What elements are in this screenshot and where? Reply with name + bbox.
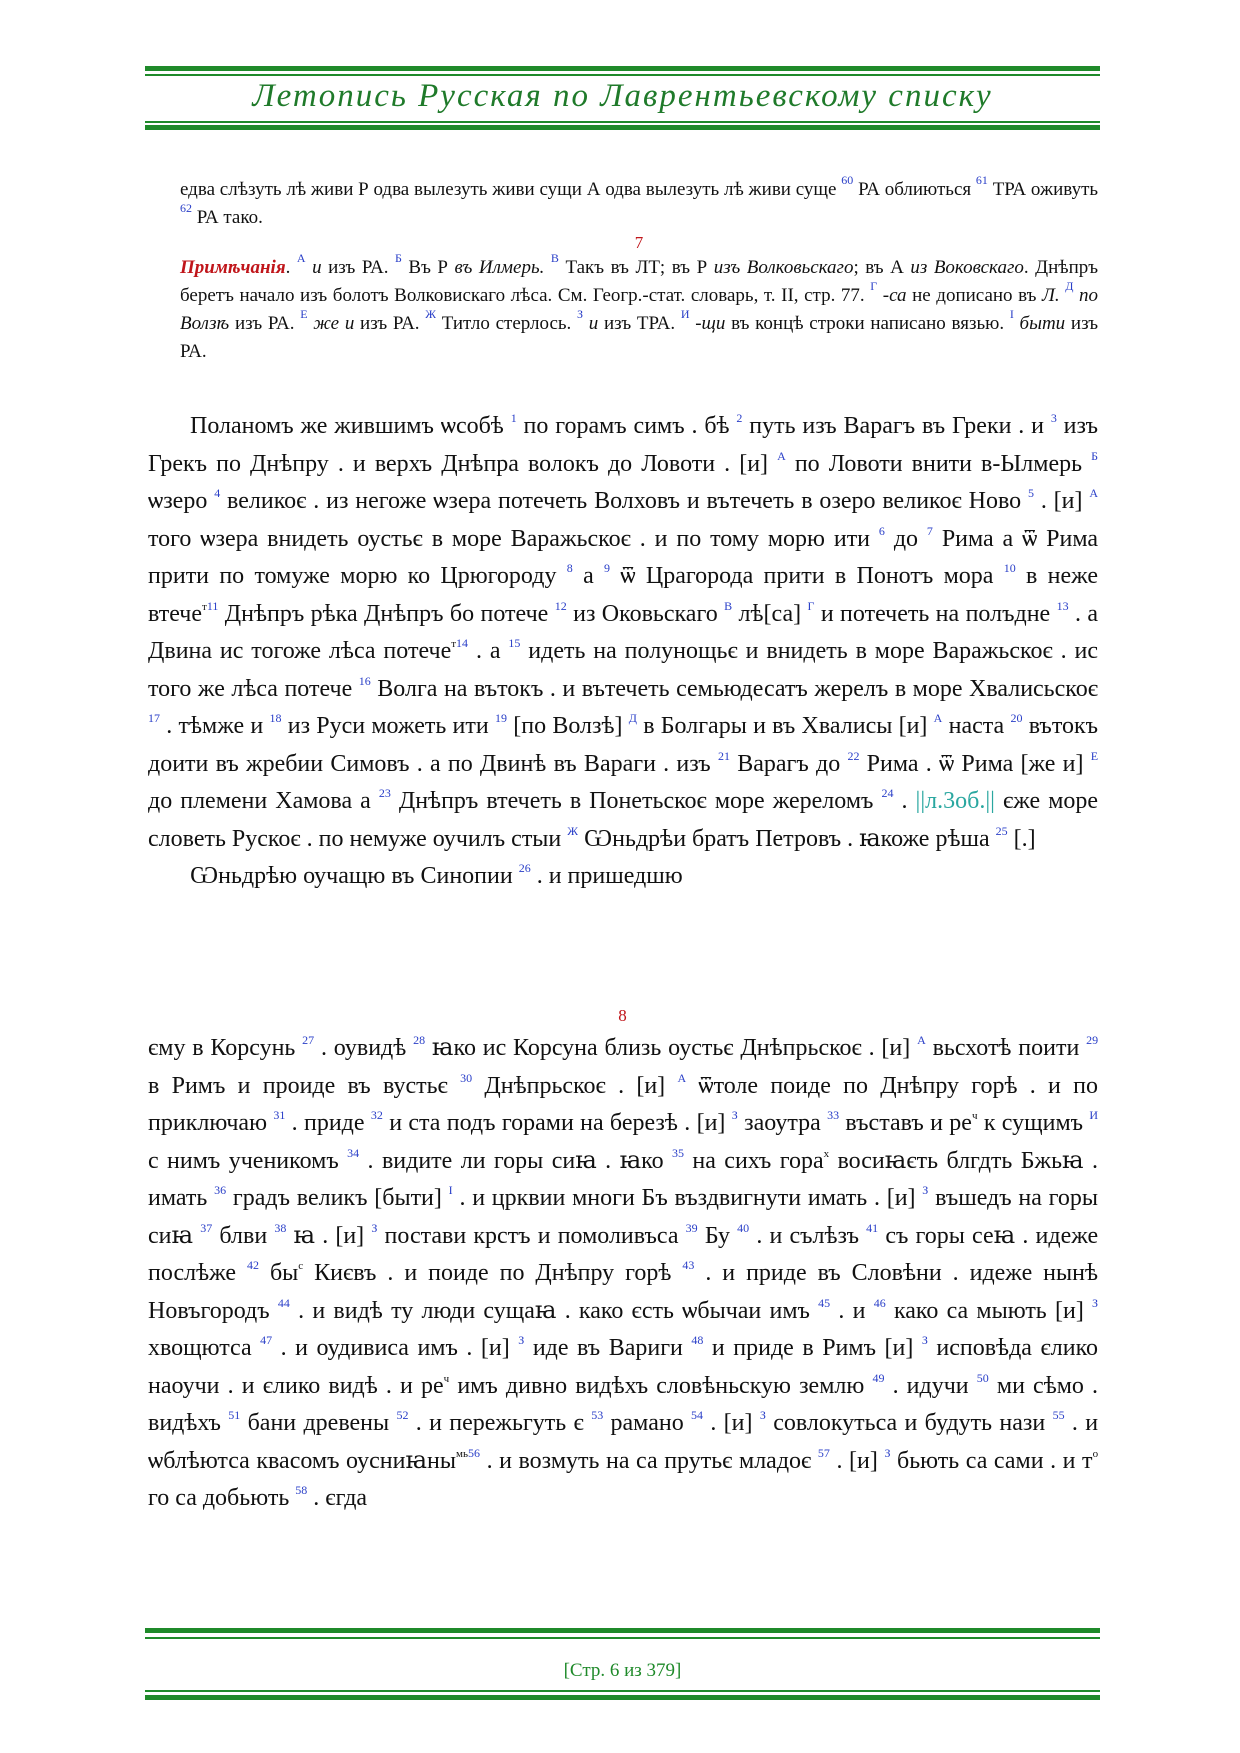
text-run: в Римъ и проиде въ вустьє — [148, 1072, 448, 1099]
footnote-ref: А — [1089, 486, 1098, 501]
footnote-ref: 21 — [717, 748, 730, 763]
text-run: того ѡзера внидеть оустьє в море Варажьскоє . и по тому морю ити — [148, 525, 871, 552]
superscript-letter: х — [823, 1147, 830, 1160]
footnote-ref: 13 — [1056, 598, 1069, 613]
footnote-ref: 36 — [214, 1183, 227, 1198]
footnote-ref: Б — [1091, 448, 1099, 463]
text-run: єже море словеть Рускоє . по немуже оучилъ стыи — [148, 788, 1099, 852]
header-rule-bottom-thin — [145, 121, 1100, 123]
text-run: . [и] — [710, 1410, 753, 1436]
footnote-ref: Д — [628, 711, 637, 726]
main-text-top — [148, 408, 1098, 896]
text-run: Рима а ѿ Рима прити по томуже морю ко Црюгороду — [148, 525, 1099, 589]
footnote-ref: 46 — [873, 1295, 886, 1310]
text-run: заоутра — [744, 1110, 821, 1136]
notes-continuation: едва слѣзуть лѣ живи Р одва вылезуть живи сущи А одва вылезуть лѣ живи суще $^{60}$ РА облиються $^{61}$ ТРА оживуть $^{62}$ РА тако. — [180, 173, 1099, 228]
footnote-ref: 26 — [518, 861, 531, 876]
footnote-ref: 9 — [604, 561, 611, 576]
text-run: ѡзеро — [148, 488, 208, 514]
text-run: . а — [475, 638, 501, 664]
text-run: . идучи — [892, 1372, 969, 1399]
footnote-ref: 16 — [358, 673, 371, 688]
text-run: наста — [948, 713, 1005, 739]
superscript-letter: т — [202, 600, 207, 613]
footnote-ref: 45 — [818, 1295, 831, 1310]
footnote-ref: 30 — [460, 1070, 473, 1085]
footnote-ref: 22 — [847, 748, 860, 763]
text-run: Ѡньдрѣю оучащю въ Синопии — [190, 863, 513, 889]
paragraph-3 — [148, 1030, 1098, 1518]
text-run: великоє . из негоже ѡзера потечеть Волховъ и вътечеть в озеро великоє Ново — [227, 488, 1022, 514]
text-run: [.] — [1013, 825, 1036, 852]
superscript-letter: с — [298, 1260, 304, 1272]
text-run: по горамъ симъ . бѣ — [523, 413, 730, 439]
footnote-ref: 18 — [269, 711, 282, 726]
footnote-ref: 15 — [508, 636, 521, 651]
text-run: . и пережьгуть є — [415, 1410, 584, 1436]
text-run: вътокъ доити въ жребии Симовъ . а по Двинѣ въ Вараги . изъ — [148, 713, 1099, 777]
text-run: исповѣда єлико наоучи . и єлико видѣ . и ре — [148, 1335, 1099, 1399]
text-run: восиꙗєть блгдть Бжьꙗ . имать — [148, 1147, 1099, 1211]
footnote-ref: 31 — [273, 1108, 286, 1123]
footer-rule-top-thin — [145, 1637, 1100, 1639]
footnote-ref: 47 — [260, 1333, 273, 1348]
text-run: . и приде въ Словѣни . идеже нынѣ Новъгородъ — [148, 1260, 1099, 1324]
text-run: в неже втече — [148, 563, 1099, 627]
footnote-ref: 25 — [995, 823, 1008, 838]
text-run: . приде — [291, 1110, 365, 1136]
footnote-ref: 43 — [682, 1258, 695, 1273]
footnote-ref: В — [724, 598, 733, 613]
text-run: изъ Грекъ по Днѣпру . и верхъ Днѣпра волокъ до Ловоти . [и] — [148, 413, 1098, 477]
text-run: до — [893, 525, 919, 552]
text-run: ꙗ . [и] — [293, 1222, 365, 1249]
text-run: єму в Корсунь — [148, 1035, 296, 1061]
text-run: идеть на полунощьє и внидеть в море Варажьскоє . ис того же лѣса потече — [148, 638, 1099, 702]
footnote-ref: 28 — [413, 1033, 426, 1048]
text-run: . и црквии многи Бъ въздвигнути имать . [и] — [459, 1185, 916, 1211]
text-run: вьсхотѣ поити — [932, 1035, 1080, 1061]
footnote-ref: З — [884, 1445, 891, 1460]
text-run: . и оудивиса имъ . [и] — [280, 1335, 510, 1361]
text-run: [по Волзѣ] — [513, 713, 623, 739]
text-run: по Ловоти внити в-Ылмерь — [794, 450, 1083, 477]
footnote-ref: 32 — [370, 1108, 383, 1123]
text-run: Бу — [704, 1222, 731, 1249]
footnote-ref: 49 — [872, 1370, 885, 1385]
notes-block — [180, 173, 1099, 366]
text-run: . а Двина ис тогоже лѣса потече — [148, 600, 1099, 664]
footnote-ref: А — [777, 448, 786, 463]
text-run: путь изъ Варагъ въ Греки . и — [749, 413, 1044, 439]
text-run: . и ѡблѣютса квасомъ оусниꙗны — [148, 1410, 1099, 1474]
footnote-ref: 34 — [347, 1145, 360, 1160]
footnote-ref: З — [759, 1408, 766, 1423]
header-rule-top-thin — [145, 74, 1100, 76]
text-run: въшедъ на горы сиꙗ — [148, 1185, 1099, 1249]
superscript-letter: мь — [456, 1447, 468, 1460]
footnote-ref: 52 — [396, 1408, 409, 1423]
text-run: бы — [269, 1260, 299, 1286]
text-run: Ѡньдрѣи братъ Петровъ . ꙗкоже рѣша — [584, 825, 990, 852]
text-run: . тѣмже и — [166, 713, 264, 739]
text-run: имъ дивно видѣхъ словѣньскую землю — [457, 1372, 865, 1399]
footnote-ref: 4 — [214, 486, 221, 501]
footnote-ref: 20 — [1010, 711, 1023, 726]
text-run: . [и] — [836, 1447, 878, 1474]
text-run: . и возмуть на са прутьє младоє — [486, 1447, 812, 1474]
footnote-ref: 2 — [736, 411, 743, 426]
footnote-ref: 54 — [691, 1408, 704, 1423]
text-run: . и — [838, 1297, 866, 1324]
text-run: иде въ Вариги — [532, 1335, 683, 1361]
footnote-ref: 40 — [737, 1220, 750, 1235]
page-marker-7: 7 — [634, 233, 644, 252]
footnote-ref: 50 — [976, 1370, 989, 1385]
footnote-ref: И — [1089, 1108, 1099, 1123]
footnote-ref: А — [917, 1033, 926, 1048]
footnote-ref: І — [448, 1183, 453, 1198]
text-run: а — [583, 563, 594, 589]
text-run: из Руси можеть ити — [287, 713, 489, 739]
footnote-ref: А — [933, 711, 943, 726]
footnote-ref: 37 — [200, 1220, 213, 1235]
header-rule-top — [145, 66, 1100, 71]
footnote-ref: 10 — [1003, 561, 1016, 576]
main-text-bottom — [148, 1030, 1098, 1518]
text-run: Днѣпръ втечеть в Понетьскоє море жереломъ — [398, 788, 874, 814]
footnote-ref: 51 — [228, 1408, 241, 1423]
header-rule-bottom — [145, 125, 1100, 130]
footnote-ref: 39 — [685, 1220, 698, 1235]
text-run: въставъ и ре — [845, 1110, 972, 1136]
text-run: ѿтоле поиде по Днѣпру горѣ . и по приключаю — [148, 1072, 1099, 1136]
text-run: бьють са сами . и т — [897, 1447, 1093, 1474]
text-run: до племени Хамова а — [148, 788, 371, 814]
paragraph-2 — [148, 858, 1098, 896]
footnote-ref: 1 — [510, 411, 517, 426]
text-run: . и видѣ ту люди сущаꙗ . како єсть ѡбычаи имъ — [298, 1297, 810, 1324]
text-run: . — [901, 788, 908, 814]
text-run: с нимъ ученикомъ — [148, 1147, 339, 1174]
text-run: рамано — [610, 1410, 684, 1436]
footnote-ref: 23 — [378, 786, 391, 801]
superscript-letter: о — [1092, 1447, 1099, 1460]
text-run: . [и] — [1040, 488, 1083, 514]
footnote-ref: 58 — [295, 1483, 308, 1498]
superscript-letter: т — [451, 638, 457, 650]
footnote-ref: З — [731, 1108, 738, 1123]
text-run: хвощютса — [148, 1335, 252, 1361]
footnote-ref: 7 — [926, 523, 933, 538]
text-run: и потечеть на полъдне — [820, 600, 1051, 627]
footnote-ref: 41 — [866, 1220, 879, 1235]
text-run: съ горы сеꙗ . идеже послѣже — [148, 1222, 1099, 1286]
text-run: Поланомъ же жившимъ ѡсобѣ — [190, 413, 504, 439]
text-run: Києвъ . и поиде по Днѣпру горѣ — [314, 1260, 672, 1286]
footnote-ref: 53 — [591, 1408, 604, 1423]
text-run: из Оковьскаго — [573, 600, 718, 627]
text-run: градъ великъ [быти] — [232, 1185, 442, 1211]
text-run: блви — [219, 1222, 268, 1249]
footnote-ref: 35 — [672, 1145, 684, 1160]
footnote-ref: З — [518, 1333, 525, 1348]
footnote-ref: З — [921, 1333, 928, 1348]
footnote-ref: Ж — [567, 823, 579, 838]
footnote-ref: 56 — [468, 1445, 480, 1460]
footnote-ref: 42 — [246, 1258, 259, 1273]
text-run: постави крстъ и помоливъса — [384, 1222, 679, 1249]
footnote-ref: 24 — [881, 786, 894, 801]
text-run: . єгда — [313, 1485, 368, 1511]
footnote-ref: 14 — [456, 636, 469, 651]
text-run: Варагъ до — [737, 750, 841, 777]
footnote-ref: 5 — [1027, 486, 1034, 501]
text-run: ѿ Црагорода прити в Понотъ мора — [620, 563, 994, 589]
footnote-ref: Е — [1090, 748, 1099, 763]
text-run: Рима . ѿ Рима [же и] — [866, 750, 1084, 777]
text-run: и приде в Римъ [и] — [711, 1335, 914, 1361]
notes-label: Примѣчанія — [180, 257, 286, 278]
text-run: како са мыють [и] — [893, 1297, 1084, 1324]
text-run: ꙗко ис Корсуна близь оустьє Днѣпрьскоє . [и] — [431, 1035, 911, 1061]
footnote-ref: 55 — [1052, 1408, 1065, 1423]
text-run: в Болгары и въ Хвалисы [и] — [643, 713, 928, 739]
footnote-ref: З — [922, 1183, 929, 1198]
footnote-ref: 3 — [1050, 411, 1057, 426]
footnote-ref: 27 — [302, 1033, 315, 1048]
footnote-ref: З — [1092, 1295, 1099, 1310]
footnote-ref: 33 — [827, 1108, 840, 1123]
text-run: ми сѣмо . видѣхъ — [148, 1372, 1099, 1436]
footer-rule-top — [145, 1628, 1100, 1633]
footnote-ref: 57 — [817, 1445, 830, 1460]
footer-rule-bottom-thin — [145, 1690, 1100, 1692]
footer-rule-bottom — [145, 1695, 1100, 1700]
footnote-ref: 11 — [206, 598, 219, 613]
text-run: к сущимъ — [983, 1110, 1084, 1136]
text-run: совлокутьса и будуть нази — [773, 1410, 1046, 1436]
footnote-ref: 29 — [1086, 1033, 1099, 1048]
footnote-ref: 6 — [878, 523, 885, 538]
footnote-ref: 12 — [554, 598, 567, 613]
text-run: . видите ли горы сиꙗ . ꙗко — [367, 1147, 664, 1174]
footnote-ref: А — [677, 1070, 687, 1085]
text-run: . и сълѣзъ — [756, 1222, 860, 1249]
footnote-ref: З — [371, 1220, 378, 1235]
footnote-ref: 44 — [277, 1295, 290, 1310]
notes-list: Примѣчанія. $^А$ и изъ РА. $^Б$ Въ Р въ Илмерь. $^В$ Такъ въ ЛТ; въ Р изъ Волковьскаго; въ А из Воковскаго. Днѣпръ беретъ начало изъ болотъ Волковискаго лѣса. См. Геогр.-стат. словарь, т. II, стр. 77. $^Г$ -са не дописано въ Л. $^Д$ по Волзѣ изъ РА. $^Е$ же и изъ РА. $^Ж$ Титло стерлось. $^З$ и изъ ТРА. $^И$ -щи въ концѣ строки написано вязью. $^І$ быти изъ РА. — [180, 251, 1099, 362]
text-run: и ста подъ горами на березѣ . [и] — [389, 1110, 726, 1136]
footnote-ref: 38 — [274, 1220, 287, 1235]
folio-marker: ||л.3об.|| — [915, 788, 995, 814]
footnote-ref: 19 — [494, 711, 507, 726]
paragraph-1 — [148, 408, 1098, 858]
text-run: бани древены — [247, 1410, 390, 1436]
footnote-ref: 8 — [566, 561, 573, 576]
footnote-ref: 17 — [148, 711, 160, 726]
superscript-letter: ч — [971, 1110, 978, 1122]
text-run: на сихъ гора — [692, 1147, 824, 1174]
running-header-title: Летопись Русская по Лаврентьевскому списку — [252, 78, 993, 114]
superscript-letter: ч — [443, 1372, 450, 1385]
text-run: . и пришедшю — [536, 863, 683, 889]
text-run: го са добьють — [148, 1485, 290, 1511]
text-run: Днѣпрьскоє . [и] — [484, 1072, 666, 1099]
footnote-ref: Г — [807, 598, 815, 613]
footnote-ref: 48 — [691, 1333, 704, 1348]
text-run: лѣ[са] — [738, 600, 802, 627]
text-run: Волга на вътокъ . и вътечеть семьюдесатъ жерелъ в море Хвалисьскоє — [377, 675, 1099, 702]
page-marker-8: 8 — [618, 1006, 627, 1025]
text-run: Днѣпръ рѣка Днѣпръ бо потече — [224, 600, 549, 627]
text-run: . оувидѣ — [320, 1035, 407, 1061]
page-number: [Стр. 6 из 379] — [563, 1660, 682, 1681]
